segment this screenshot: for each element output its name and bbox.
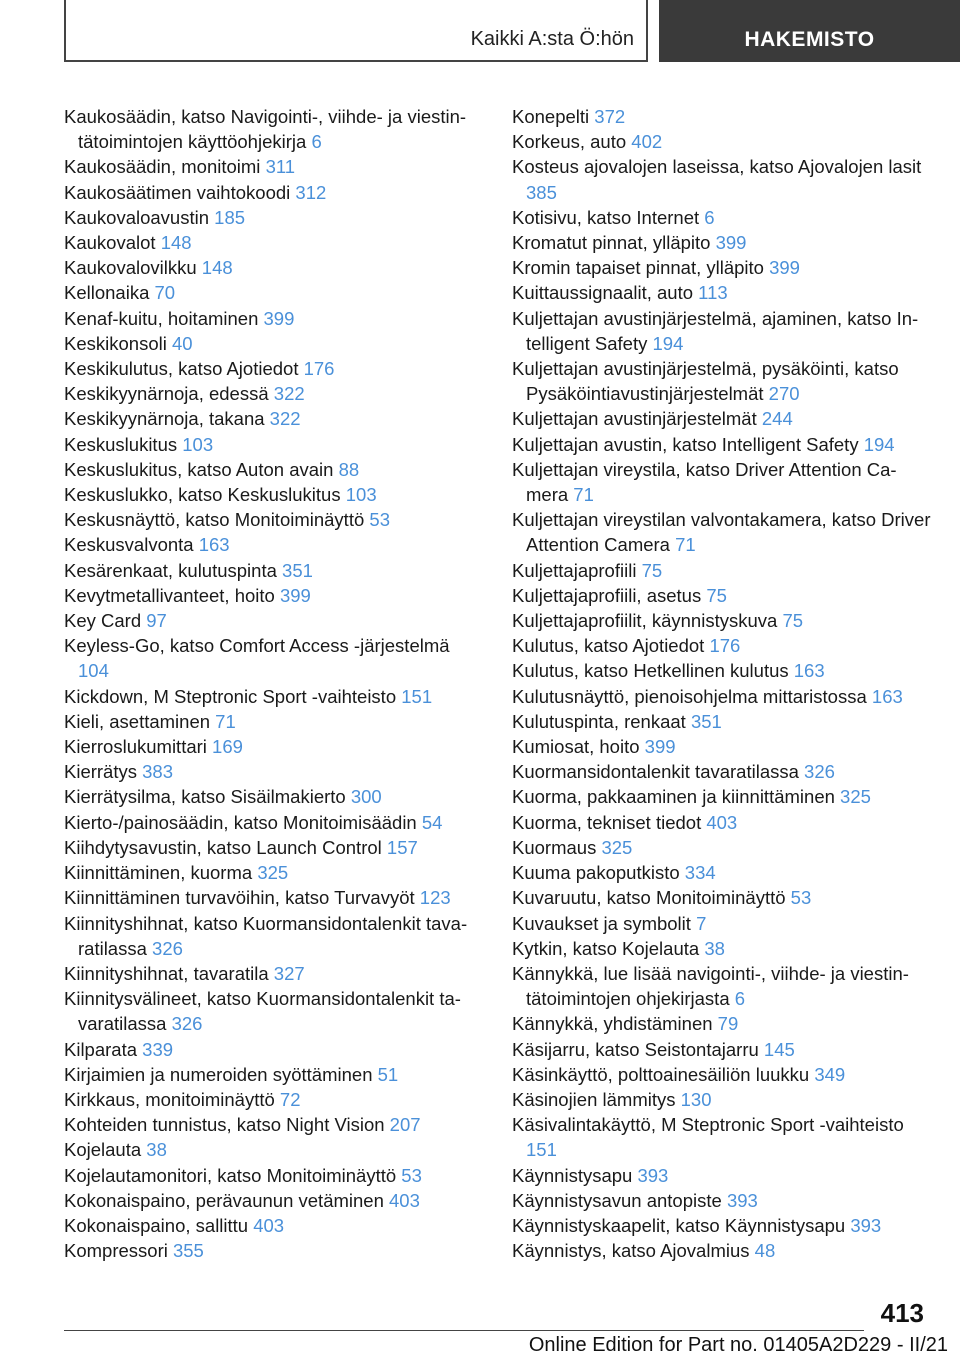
index-entry-text: Käynnistysapu: [512, 1164, 633, 1186]
index-entry: [512, 230, 932, 255]
index-entry-text: Kiinnittäminen turvavöihin, katso Turvavyöt: [64, 887, 415, 909]
index-entry: [64, 684, 484, 709]
page-reference-link[interactable]: 244: [761, 408, 793, 430]
page-reference-link[interactable]: 163: [871, 685, 903, 707]
index-entry-text: Kaukosäädin, monitoimi: [64, 156, 261, 178]
index-entry: [512, 709, 932, 734]
index-entry: [64, 457, 484, 482]
page-reference-link[interactable]: 51: [377, 1063, 399, 1085]
index-entry-text: Kuljettajan avustinjärjestelmät: [512, 408, 757, 430]
page-reference-link[interactable]: 403: [253, 1214, 285, 1236]
page-reference-link[interactable]: 38: [146, 1139, 167, 1161]
index-entry: [64, 280, 484, 305]
page-reference-link[interactable]: 103: [345, 484, 377, 506]
index-entry-text: Kulutuspinta, renkaat: [512, 710, 686, 732]
index-entry-text: Kulutusnäyttö, pienoisohjelma mittaristossa: [512, 685, 867, 707]
index-entry-text: Kännykkä, yhdistäminen: [512, 1013, 713, 1035]
index-entry: [64, 583, 484, 608]
page-reference-link[interactable]: 334: [684, 862, 716, 884]
page-reference-link[interactable]: 325: [257, 862, 289, 884]
index-entry-text: Kojelautamonitori, katso Monitoiminäyttö: [64, 1164, 397, 1186]
index-entry: [512, 936, 932, 961]
index-entry: [64, 1213, 484, 1238]
index-entry: [64, 1112, 484, 1137]
index-entry: [64, 255, 484, 280]
index-entry: [512, 860, 932, 885]
index-entry-text: Kierrätysilma, katso Sisäilmakierto: [64, 786, 346, 808]
index-entry-text: Kokonaispaino, sallittu: [64, 1214, 249, 1236]
index-entry: [512, 759, 932, 784]
index-entry: [64, 709, 484, 734]
page-reference-link[interactable]: 383: [142, 761, 174, 783]
index-entry-text: Kuormansidontalenkit tavaratilassa: [512, 761, 799, 783]
page-reference-link[interactable]: 270: [768, 383, 800, 405]
index-entry: [64, 180, 484, 205]
index-entry-text: Kierto-/painosäädin, katso Monitoimisäädin: [64, 811, 417, 833]
index-entry: [512, 1213, 932, 1238]
index-entry: [512, 784, 932, 809]
index-entry: [64, 734, 484, 759]
page-reference-link[interactable]: 322: [273, 383, 305, 405]
page-reference-link[interactable]: 75: [641, 559, 663, 581]
index-entry: [64, 507, 484, 532]
index-entry-text: Kuljettajan avustinjärjestelmä, pysäköinti, katso Pysäköintiavustinjärjestelmät: [512, 358, 899, 405]
page-reference-link[interactable]: 372: [594, 106, 626, 127]
index-entry-text: Kuuma pakoputkisto: [512, 862, 680, 884]
page-reference-link[interactable]: 123: [419, 887, 451, 909]
index-entry-text: Kiihdytysavustin, katso Launch Control: [64, 836, 382, 858]
index-entry-text: Keskuslukko, katso Keskuslukitus: [64, 484, 341, 506]
page-reference-link[interactable]: 157: [386, 836, 418, 858]
index-entry: [512, 961, 932, 1011]
index-entry: [64, 860, 484, 885]
index-entry-text: Kaukovaloavustin: [64, 206, 210, 228]
index-entry-text: Kromatut pinnat, ylläpito: [512, 232, 711, 254]
index-entry: [64, 406, 484, 431]
page-reference-link[interactable]: 385: [526, 181, 557, 203]
index-entry-text: Kuvaukset ja symbolit: [512, 912, 691, 934]
index-entry: [64, 532, 484, 557]
index-entry-text: Kaukosäädin, katso Navigointi-, viihde- ja viestintätoimintojen käyttöohjekirja: [64, 106, 467, 153]
section-title: Kaikki A:sta Ö:hön: [470, 28, 634, 50]
index-label: HAKEMISTO: [744, 28, 875, 51]
page-reference-link[interactable]: 38: [704, 937, 725, 959]
index-entry: [64, 482, 484, 507]
index-entry: [512, 583, 932, 608]
index-entry-text: Keyless-Go, katso Comfort Access -järjestelmä: [64, 635, 450, 657]
index-entry-text: Kieli, asettaminen: [64, 710, 211, 732]
index-entry: [64, 608, 484, 633]
index-entry-text: Kirkkaus, monitoiminäyttö: [64, 1088, 275, 1110]
page-reference-link[interactable]: 399: [279, 584, 311, 606]
page-reference-link[interactable]: 6: [734, 988, 746, 1010]
page-reference-link[interactable]: 163: [793, 660, 825, 682]
page-reference-link[interactable]: 207: [389, 1114, 421, 1136]
page-reference-link[interactable]: 7: [696, 912, 707, 934]
index-entry-text: Kotisivu, katso Internet: [512, 206, 700, 228]
index-entry-text: Kuljettajaprofiili, asetus: [512, 584, 702, 606]
index-entry: [512, 255, 932, 280]
index-entry: [64, 1188, 484, 1213]
index-entry-text: Kokonaispaino, perävaunun vetäminen: [64, 1189, 384, 1211]
index-entry: [512, 205, 932, 230]
index-entry-text: Keskuslukitus: [64, 433, 178, 455]
index-entry: [512, 129, 932, 154]
index-entry: [512, 684, 932, 709]
index-entry: [512, 1087, 932, 1112]
index-entry: [64, 1137, 484, 1162]
section-tab: [64, 0, 648, 62]
page-reference-link[interactable]: 351: [690, 710, 722, 732]
index-entry: [512, 1188, 932, 1213]
index-entry-text: Käsivalintakäyttö, M Steptronic Sport -vaihteisto: [512, 1114, 904, 1136]
index-entry: [512, 507, 932, 557]
index-entry-text: Kuljettajan vireystilan valvontakamera, katso Driver Attention Camera: [512, 509, 931, 556]
page-reference-link[interactable]: 322: [269, 408, 301, 430]
index-entry-text: Käynnistys, katso Ajovalmius: [512, 1240, 750, 1262]
index-entry-text: Keskusnäyttö, katso Monitoiminäyttö: [64, 509, 365, 531]
index-entry: [64, 230, 484, 255]
index-entry: [64, 381, 484, 406]
index-entry: [512, 104, 932, 129]
footer-edition: Online Edition for Part no. 01405A2D229 - II/21: [528, 1334, 948, 1356]
index-entry-text: Kevytmetallivanteet, hoito: [64, 584, 275, 606]
index-entry: [64, 558, 484, 583]
page-reference-link[interactable]: 403: [389, 1189, 420, 1211]
index-entry-text: Kuljettajan avustin, katso Intelligent Safety: [512, 433, 859, 455]
page-reference-link[interactable]: 70: [154, 282, 176, 304]
index-entry-text: Käsijarru, katso Seistontajarru: [512, 1038, 759, 1060]
page-reference-link[interactable]: 327: [273, 962, 305, 984]
page-reference-link[interactable]: 54: [421, 811, 443, 833]
page-reference-link[interactable]: 339: [142, 1038, 174, 1060]
index-entry: [512, 1163, 932, 1188]
page-reference-link[interactable]: 325: [601, 836, 633, 858]
index-entry-text: Kaukovalovilkku: [64, 257, 197, 279]
index-entry-text: Kuvaruutu, katso Monitoiminäyttö: [512, 887, 786, 909]
index-entry-text: Kulutus, katso Ajotiedot: [512, 635, 705, 657]
index-entry-text: Kytkin, katso Kojelauta: [512, 937, 700, 959]
index-entry: [512, 734, 932, 759]
page-reference-link[interactable]: 53: [790, 887, 812, 909]
page-reference-link[interactable]: 151: [526, 1139, 557, 1161]
index-entry-text: Kierroslukumittari: [64, 736, 207, 758]
index-entry-text: Keskikyynärnoja, edessä: [64, 383, 269, 405]
page-reference-link[interactable]: 351: [282, 559, 313, 581]
index-entry: [64, 432, 484, 457]
page-reference-link[interactable]: 48: [754, 1240, 776, 1262]
page-reference-link[interactable]: 176: [709, 635, 741, 657]
page-reference-link[interactable]: 145: [763, 1038, 795, 1060]
index-entry-text: Käynnistyskaapelit, katso Käynnistysapu: [512, 1214, 846, 1236]
index-entry-text: Kickdown, M Steptronic Sport -vaihteisto: [64, 685, 397, 707]
index-entry: [64, 784, 484, 809]
index-entry: [64, 1163, 484, 1188]
page-reference-link[interactable]: 53: [401, 1164, 422, 1186]
page-reference-link[interactable]: 151: [401, 685, 433, 707]
index-entry: [512, 633, 932, 658]
page-reference-link[interactable]: 104: [78, 660, 109, 682]
index-entry-text: Kromin tapaiset pinnat, ylläpito: [512, 257, 764, 279]
index-entry-text: Konepelti: [512, 106, 590, 127]
index-column-right: [512, 104, 932, 1263]
index-entry: [64, 306, 484, 331]
index-entry-text: Kuorma, pakkaaminen ja kiinnittäminen: [512, 786, 835, 808]
page-reference-link[interactable]: 148: [201, 257, 233, 279]
page-reference-link[interactable]: 148: [160, 232, 192, 254]
index-entry-text: Key Card: [64, 610, 142, 632]
index-entry-text: Keskikyynärnoja, takana: [64, 408, 265, 430]
index-entry-text: Kiinnitysvälineet, katso Kuormansidontalenkit tavaratilassa: [64, 988, 461, 1035]
index-entry-text: Kirjaimien ja numeroiden syöttäminen: [64, 1063, 373, 1085]
index-entry-text: Keskusvalvonta: [64, 534, 194, 556]
index-entry: [512, 911, 932, 936]
page-reference-link[interactable]: 326: [171, 1013, 203, 1035]
page-reference-link[interactable]: 71: [675, 534, 696, 556]
page-reference-link[interactable]: 185: [214, 206, 246, 228]
index-entry-text: Kuljettajaprofiilit, käynnistyskuva: [512, 610, 778, 632]
index-entry-text: Kumiosat, hoito: [512, 736, 640, 758]
page-number: 413: [880, 1298, 924, 1328]
index-entry: [64, 356, 484, 381]
index-entry: [512, 1112, 932, 1162]
index-entry: [512, 457, 932, 507]
index-entry-text: Keskikulutus, katso Ajotiedot: [64, 358, 299, 380]
index-entry: [512, 835, 932, 860]
index-entry: [64, 1238, 484, 1263]
index-entry-text: Kuorma, tekniset tiedot: [512, 811, 702, 833]
index-entry: [64, 1062, 484, 1087]
page-reference-link[interactable]: 393: [726, 1189, 758, 1211]
index-entry: [512, 558, 932, 583]
index-entry-text: Käsinojien lämmitys: [512, 1088, 676, 1110]
page-reference-link[interactable]: 40: [171, 332, 193, 354]
index-entry: [64, 961, 484, 986]
index-entry: [64, 986, 484, 1036]
index-entry: [64, 1087, 484, 1112]
page-reference-link[interactable]: 194: [652, 332, 684, 354]
index-entry: [64, 1037, 484, 1062]
index-entry-text: Kohteiden tunnistus, katso Night Vision: [64, 1114, 385, 1136]
index-entry-text: Kuormaus: [512, 836, 597, 858]
page-reference-link[interactable]: 399: [263, 307, 295, 329]
index-entry-text: Kuljettajan vireystila, katso Driver Attention Camera: [512, 458, 897, 506]
page-reference-link[interactable]: 88: [338, 458, 360, 480]
index-entry: [64, 885, 484, 910]
index-entry: [512, 406, 932, 431]
page-reference-link[interactable]: 393: [850, 1214, 882, 1236]
index-entry-text: Kiinnityshihnat, katso Kuormansidontalenkit tavaratilassa: [64, 912, 468, 959]
page-reference-link[interactable]: 325: [840, 786, 871, 808]
page-reference-link[interactable]: 176: [303, 358, 335, 380]
index-entry-text: Kiinnittäminen, kuorma: [64, 862, 253, 884]
index-entry-text: Kuittaussignaalit, auto: [512, 282, 694, 304]
index-entry-text: Kiinnityshihnat, tavaratila: [64, 962, 269, 984]
index-entry: [64, 759, 484, 784]
page-reference-link[interactable]: 326: [804, 761, 835, 783]
index-entry: [512, 432, 932, 457]
index-entry: [512, 306, 932, 356]
index-entry: [512, 658, 932, 683]
index-entry-text: Kierrätys: [64, 761, 137, 783]
index-entry-text: Keskikonsoli: [64, 332, 167, 354]
index-entry-text: Kännykkä, lue lisää navigointi-, viihde- ja viestintätoimintojen ohjekirjasta: [512, 962, 909, 1010]
page-reference-link[interactable]: 311: [265, 156, 296, 178]
page-reference-link[interactable]: 103: [182, 433, 214, 455]
index-entry-text: Kaukosäätimen vaihtokoodi: [64, 181, 291, 203]
index-entry-text: Kulutus, katso Hetkellinen kulutus: [512, 660, 789, 682]
index-entry: [512, 885, 932, 910]
page-reference-link[interactable]: 349: [814, 1063, 846, 1085]
index-tab: [659, 0, 960, 62]
index-entry: [64, 835, 484, 860]
index-entry: [512, 1238, 932, 1263]
index-entry: [512, 1062, 932, 1087]
page-reference-link[interactable]: 71: [215, 710, 236, 732]
index-entry-text: Kellonaika: [64, 282, 150, 304]
index-entry: [64, 154, 484, 179]
page-reference-link[interactable]: 393: [637, 1164, 669, 1186]
page-reference-link[interactable]: 130: [680, 1088, 712, 1110]
page-reference-link[interactable]: 72: [279, 1088, 301, 1110]
page-reference-link[interactable]: 326: [152, 937, 183, 959]
page-reference-link[interactable]: 402: [631, 131, 663, 153]
index-entry-text: Kaukovalot: [64, 232, 156, 254]
index-entry-text: Keskuslukitus, katso Auton avain: [64, 458, 334, 480]
page-reference-link[interactable]: 97: [146, 610, 167, 632]
page-reference-link[interactable]: 312: [295, 181, 327, 203]
index-entry-text: Kosteus ajovalojen laseissa, katso Ajovalojen lasit: [512, 156, 922, 178]
page-reference-link[interactable]: 355: [172, 1240, 204, 1262]
index-column-left: [64, 104, 484, 1263]
index-entry: [512, 810, 932, 835]
index-entry-text: Käsinkäyttö, polttoainesäiliön luukku: [512, 1063, 810, 1085]
index-entry-text: Kesärenkaat, kulutuspinta: [64, 559, 277, 581]
index-entry-text: Käynnistysavun antopiste: [512, 1189, 722, 1211]
index-entry: [512, 356, 932, 406]
page-reference-link[interactable]: 403: [706, 811, 738, 833]
page-reference-link[interactable]: 6: [704, 206, 715, 228]
page-reference-link[interactable]: 71: [573, 484, 594, 506]
index-entry: [512, 154, 932, 204]
page-reference-link[interactable]: 113: [698, 282, 728, 304]
index-entry-text: Korkeus, auto: [512, 131, 627, 153]
index-entry: [64, 633, 484, 683]
page-reference-link[interactable]: 75: [706, 584, 727, 606]
footer-divider: [64, 1330, 864, 1331]
index-entry-text: Kenaf-kuitu, hoitaminen: [64, 307, 259, 329]
index-entry-text: Kuljettajaprofiili: [512, 559, 637, 581]
page-reference-link[interactable]: 79: [717, 1013, 739, 1035]
index-entry-text: Kojelauta: [64, 1139, 142, 1161]
page-reference-link[interactable]: 75: [782, 610, 804, 632]
index-entry-text: Kuljettajan avustinjärjestelmä, ajaminen, katso Intelligent Safety: [512, 307, 919, 354]
index-entry: [64, 205, 484, 230]
index-entry: [64, 810, 484, 835]
index-entry: [512, 1011, 932, 1036]
page-reference-link[interactable]: 53: [369, 509, 390, 531]
page-reference-link[interactable]: 169: [212, 736, 243, 758]
page-reference-link[interactable]: 399: [644, 736, 676, 758]
page-reference-link[interactable]: 6: [311, 131, 322, 153]
page-reference-link[interactable]: 300: [350, 786, 382, 808]
page-reference-link[interactable]: 194: [863, 433, 895, 455]
index-entry: [512, 280, 932, 305]
index-entry-text: Kilparata: [64, 1038, 138, 1060]
page-reference-link[interactable]: 399: [769, 257, 800, 279]
index-entry-text: Kompressori: [64, 1240, 168, 1262]
index-entry: [64, 104, 484, 154]
page-reference-link[interactable]: 399: [715, 232, 747, 254]
page-reference-link[interactable]: 163: [198, 534, 230, 556]
index-entry: [64, 911, 484, 961]
index-entry: [512, 1037, 932, 1062]
index-entry: [64, 331, 484, 356]
index-entry: [512, 608, 932, 633]
